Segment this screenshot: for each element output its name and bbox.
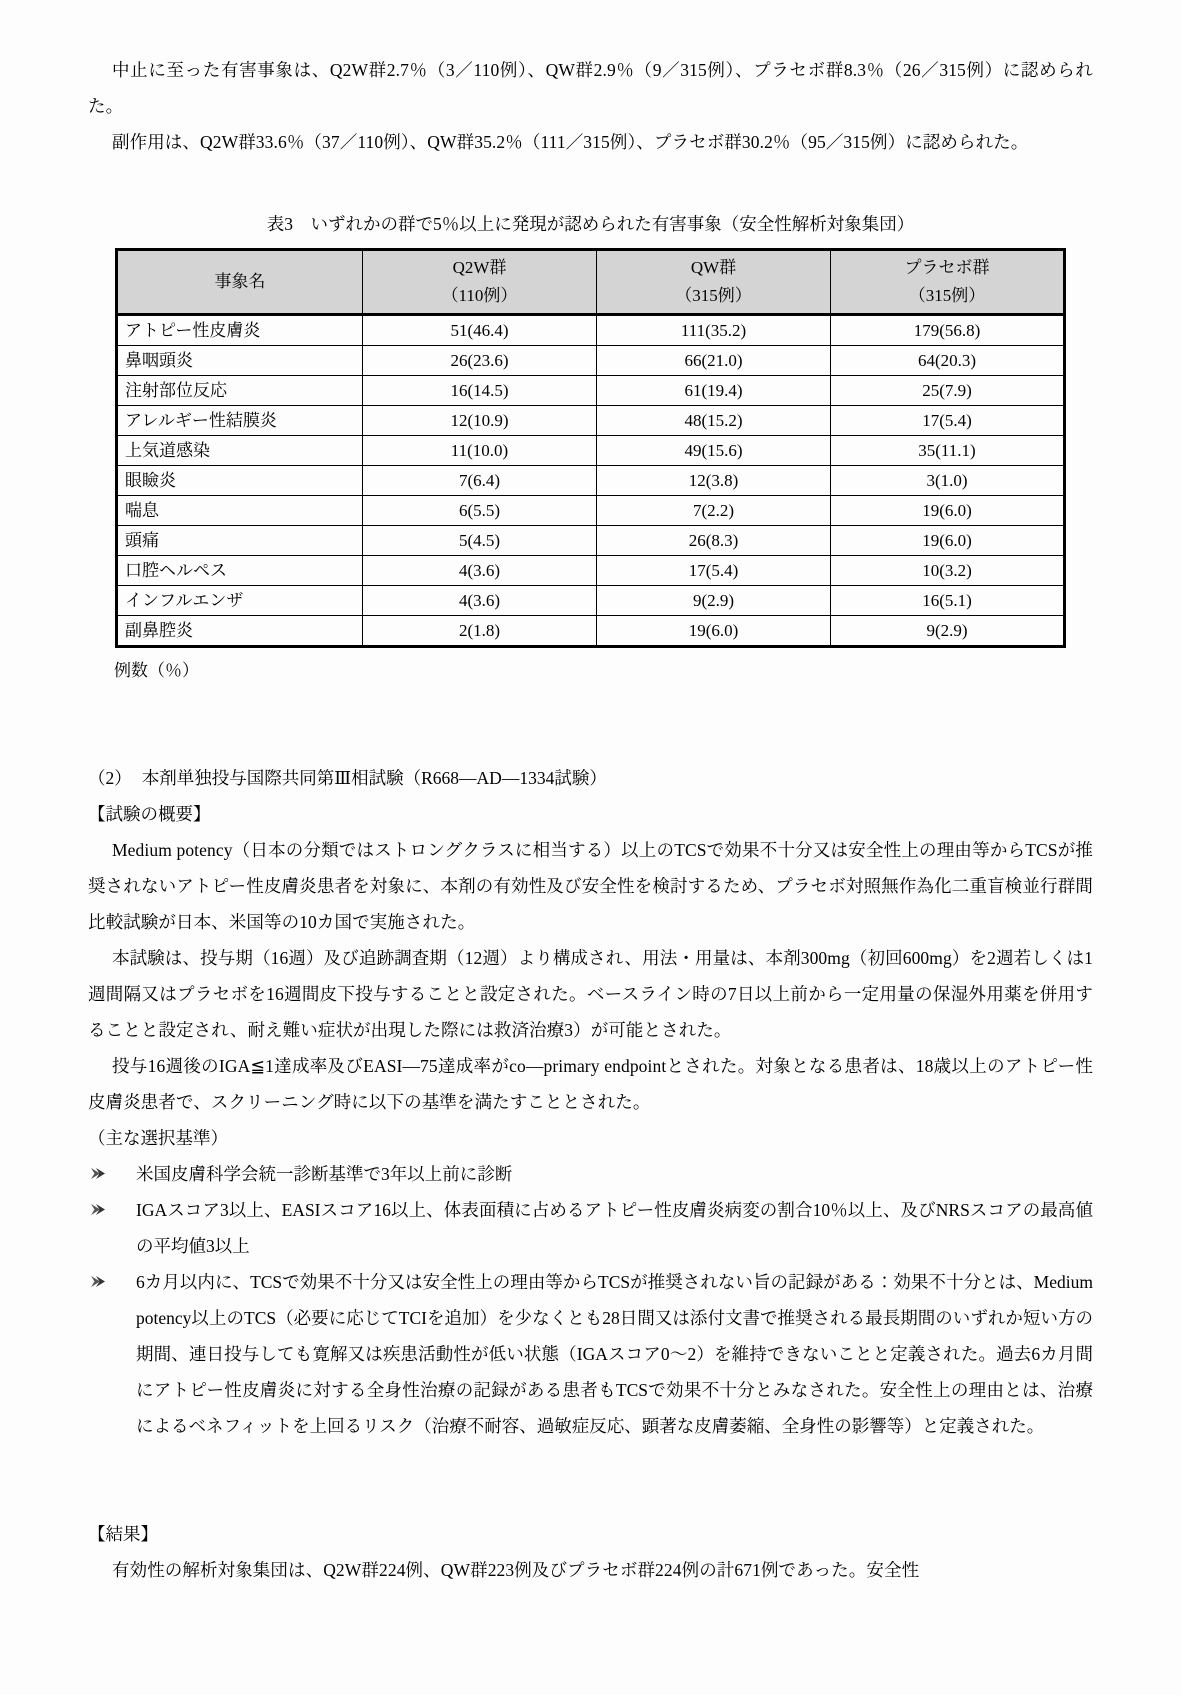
column-header-qw (597, 250, 831, 315)
cell-event-name: 上気道感染 (117, 436, 363, 466)
column-header-placebo-label: プラセボ群 (904, 258, 990, 277)
table-footnote: 例数（％） (114, 661, 199, 680)
cell-q2w-value: 7(6.4) (363, 466, 597, 496)
table-header-row (117, 250, 1065, 315)
cell-qw-value: 26(8.3) (597, 526, 831, 556)
spacer (88, 1444, 1093, 1480)
cell-event-name: 副鼻腔炎 (117, 616, 363, 647)
table-body (117, 315, 1065, 647)
cell-event-name: 喘息 (117, 496, 363, 526)
cell-q2w-value: 5(4.5) (363, 526, 597, 556)
column-header-q2w-count: （110例） (441, 286, 518, 305)
cell-qw-value: 61(19.4) (597, 376, 831, 406)
cell-placebo-value: 9(2.9) (831, 616, 1065, 647)
cell-placebo-value: 3(1.0) (831, 466, 1065, 496)
cell-qw-value: 12(3.8) (597, 466, 831, 496)
section-number: （2） (88, 768, 132, 788)
column-header-placebo-count: （315例） (908, 286, 986, 305)
column-header-qw-label: QW群 (690, 258, 737, 277)
cell-placebo-value: 19(6.0) (831, 526, 1065, 556)
overview-paragraph-1: Medium potency（日本の分類ではストロングクラスに相当する）以上のTCSで効果不十分又は安全性上の理由等からTCSが推奨されないアトピー性皮膚炎患者を対象に、本剤の有効性及び安全性を検討するため、プラセボ対照無作為化二重盲検並行群間比較試験が日本、米国等の10カ国で実施された。 (88, 840, 1093, 932)
table-row (117, 586, 1065, 616)
table-row (117, 436, 1065, 466)
table-row (117, 406, 1065, 436)
intro-paragraph-1: 中止に至った有害事象は、Q2W群2.7％（3／110例）、QW群2.9％（9／315例）、プラセボ群8.3％（26／315例）に認められた。 (88, 60, 1093, 116)
cell-q2w-value: 16(14.5) (363, 376, 597, 406)
column-header-q2w-label: Q2W群 (452, 258, 507, 277)
arrow-bullet-icon (88, 1264, 136, 1288)
column-header-event-label: 事象名 (214, 272, 266, 291)
table-row (117, 346, 1065, 376)
cell-q2w-value: 12(10.9) (363, 406, 597, 436)
intro-paragraph-2: 副作用は、Q2W群33.6％（37／110例）、QW群35.2％（111／315例）、プラセボ群30.2％（95／315例）に認められた。 (112, 132, 1029, 152)
cell-placebo-value: 17(5.4) (831, 406, 1065, 436)
table-row (117, 315, 1065, 346)
cell-event-name: アレルギー性結膜炎 (117, 406, 363, 436)
cell-qw-value: 19(6.0) (597, 616, 831, 647)
adverse-events-table (115, 248, 1066, 648)
list-item (88, 1192, 1093, 1264)
cell-event-name: 口腔ヘルペス (117, 556, 363, 586)
cell-event-name: 注射部位反応 (117, 376, 363, 406)
list-item (88, 1156, 1093, 1192)
section-heading (88, 760, 1093, 796)
column-header-event (117, 250, 363, 315)
section-title: 本剤単独投与国際共同第Ⅲ相試験（R668―AD―1334試験） (141, 768, 607, 788)
criteria-text: 米国皮膚科学会統一診断基準で3年以上前に診断 (136, 1164, 513, 1184)
cell-placebo-value: 179(56.8) (831, 315, 1065, 346)
cell-q2w-value: 26(23.6) (363, 346, 597, 376)
arrow-bullet-icon (88, 1192, 136, 1216)
criteria-heading: （主な選択基準） (88, 1128, 228, 1148)
cell-placebo-value: 25(7.9) (831, 376, 1065, 406)
list-item (88, 1264, 1093, 1444)
table-row (117, 376, 1065, 406)
cell-q2w-value: 6(5.5) (363, 496, 597, 526)
cell-event-name: 眼瞼炎 (117, 466, 363, 496)
cell-q2w-value: 51(46.4) (363, 315, 597, 346)
cell-placebo-value: 35(11.1) (831, 436, 1065, 466)
cell-q2w-value: 4(3.6) (363, 586, 597, 616)
cell-qw-value: 66(21.0) (597, 346, 831, 376)
cell-placebo-value: 19(6.0) (831, 496, 1065, 526)
results-heading: 【結果】 (88, 1524, 158, 1544)
cell-q2w-value: 11(10.0) (363, 436, 597, 466)
cell-qw-value: 49(15.6) (597, 436, 831, 466)
cell-q2w-value: 2(1.8) (363, 616, 597, 647)
arrow-bullet-icon (88, 1156, 136, 1180)
results-paragraph: 有効性の解析対象集団は、Q2W群224例、QW群223例及びプラセボ群224例の計671例であった。安全性 (112, 1560, 920, 1580)
spacer (88, 724, 1093, 760)
column-header-qw-count: （315例） (675, 286, 752, 305)
table-caption: 表3 いずれかの群で5％以上に発現が認められた有害事象（安全性解析対象集団） (266, 214, 915, 234)
criteria-text: 6カ月以内に、TCSで効果不十分又は安全性上の理由等からTCSが推奨されない旨の記録がある：効果不十分とは、Medium potency以上のTCS（必要に応じてTCIを追加）を少なくとも28日間又は添付文書で推奨される最長期間のいずれか短い方の期間、連日投与しても寛解又は疾患活動性が低い状態（IGAスコア0〜2）を維持できないことと定義された。過去6カ月間にアトピー性皮膚炎に対する全身性治療の記録がある患者もTCSで効果不十分とみなされた。安全性上の理由とは、治療によるベネフィットを上回るリスク（治療不耐容、過敏症反応、顕著な皮膚萎縮、全身性の影響等）と定義された。 (136, 1272, 1093, 1436)
cell-qw-value: 9(2.9) (597, 586, 831, 616)
table-row (117, 496, 1065, 526)
table-row (117, 526, 1065, 556)
table-row (117, 616, 1065, 647)
cell-qw-value: 48(15.2) (597, 406, 831, 436)
cell-qw-value: 111(35.2) (597, 315, 831, 346)
cell-placebo-value: 10(3.2) (831, 556, 1065, 586)
overview-paragraph-3: 投与16週後のIGA≦1達成率及びEASI―75達成率がco―primary endpointとされた。対象となる患者は、18歳以上のアトピー性皮膚炎患者で、スクリーニング時に以下の基準を満たすこととされた。 (88, 1056, 1093, 1112)
cell-event-name: 頭痛 (117, 526, 363, 556)
cell-event-name: 鼻咽頭炎 (117, 346, 363, 376)
cell-event-name: アトピー性皮膚炎 (117, 315, 363, 346)
overview-heading: 【試験の概要】 (88, 804, 211, 824)
cell-placebo-value: 64(20.3) (831, 346, 1065, 376)
cell-q2w-value: 4(3.6) (363, 556, 597, 586)
table-row (117, 466, 1065, 496)
spacer (88, 688, 1093, 724)
criteria-text: IGAスコア3以上、EASIスコア16以上、体表面積に占めるアトピー性皮膚炎病変の割合10％以上、及びNRSスコアの最高値の平均値3以上 (136, 1200, 1093, 1256)
cell-event-name: インフルエンザ (117, 586, 363, 616)
cell-qw-value: 17(5.4) (597, 556, 831, 586)
overview-paragraph-2: 本試験は、投与期（16週）及び追跡調査期（12週）より構成され、用法・用量は、本剤300mg（初回600mg）を2週若しくは1週間隔又はプラセボを16週間皮下投与することと設定された。ベースライン時の7日以上前から一定用量の保湿外用薬を併用することと設定され、耐え難い症状が出現した際には救済治療3）が可能とされた。 (88, 948, 1093, 1040)
column-header-q2w (363, 250, 597, 315)
column-header-placebo (831, 250, 1065, 315)
cell-qw-value: 7(2.2) (597, 496, 831, 526)
cell-placebo-value: 16(5.1) (831, 586, 1065, 616)
table-row (117, 556, 1065, 586)
spacer (88, 1480, 1093, 1516)
